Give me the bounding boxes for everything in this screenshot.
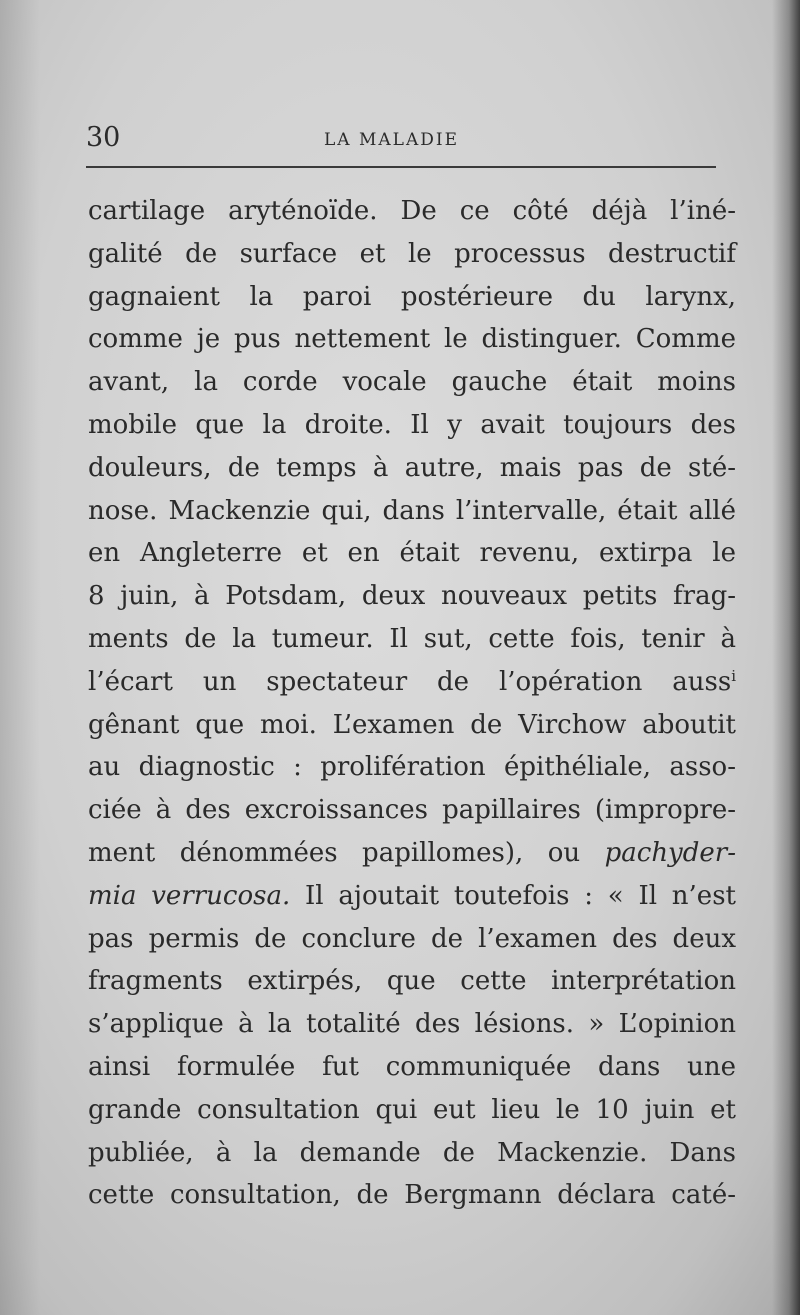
text-line-14: au diagnostic : prolifération épithéliale, asso- [88, 752, 736, 783]
text-line-5: avant, la corde vocale gauche était moins [88, 367, 736, 398]
text-line-4: comme je pus nettement le distinguer. Comme [88, 324, 736, 355]
header-rule [86, 166, 716, 168]
text-line-10: 8 juin, à Potsdam, deux nouveaux petits frag- [88, 581, 736, 612]
italic-term: pachyder- [604, 837, 736, 868]
text-line-23: publiée, à la demande de Mackenzie. Dans [88, 1137, 736, 1168]
page-shadow-right [772, 0, 800, 1315]
text-line-17: mia verrucosa. Il ajoutait toutefois : « Il n’est [88, 880, 736, 911]
text-line-9: en Angleterre et en était revenu, extirpa le [88, 538, 736, 569]
text-line-18: pas permis de conclure de l’examen des deux [88, 923, 736, 954]
body-text [88, 190, 736, 1217]
text-line-7: douleurs, de temps à autre, mais pas de sté- [88, 452, 736, 483]
text-line-3: gagnaient la paroi postérieure du larynx, [88, 281, 736, 312]
text-line-21: ainsi formulée fut communiquée dans une [88, 1051, 736, 1082]
page-header [86, 118, 716, 158]
text-line-16: ment dénommées papillomes), ou pachyder- [88, 837, 736, 868]
text-line-8: nose. Mackenzie qui, dans l’intervalle, était allé [88, 495, 736, 526]
page-number: 30 [86, 122, 121, 153]
superscript-letter: i [731, 666, 736, 685]
text-line-1: cartilage aryténoïde. De ce côté déjà l’iné- [88, 196, 736, 226]
running-head: LA MALADIE [324, 130, 459, 150]
text-line-6: mobile que la droite. Il y avait toujours des [88, 409, 736, 440]
text-line-2: galité de surface et le processus destructif [88, 238, 736, 269]
text-line-19: fragments extirpés, que cette interprétation [88, 966, 736, 997]
text-line-20: s’applique à la totalité des lésions. » L’opinion [88, 1009, 736, 1040]
text-line-22: grande consultation qui eut lieu le 10 juin et [88, 1094, 736, 1125]
text-line-24: cette consultation, de Bergmann déclara caté- [88, 1180, 736, 1211]
text-line-15: ciée à des excroissances papillaires (impropre- [88, 795, 736, 826]
italic-term: mia verrucosa. [88, 880, 291, 911]
page-shadow-left [0, 0, 40, 1315]
text-line-12: l’écart un spectateur de l’opération auss$^i$ [88, 666, 736, 697]
text-line-13: gênant que moi. L’examen de Virchow aboutit [88, 709, 736, 740]
text-line-11: ments de la tumeur. Il sut, cette fois, tenir à [88, 623, 736, 654]
